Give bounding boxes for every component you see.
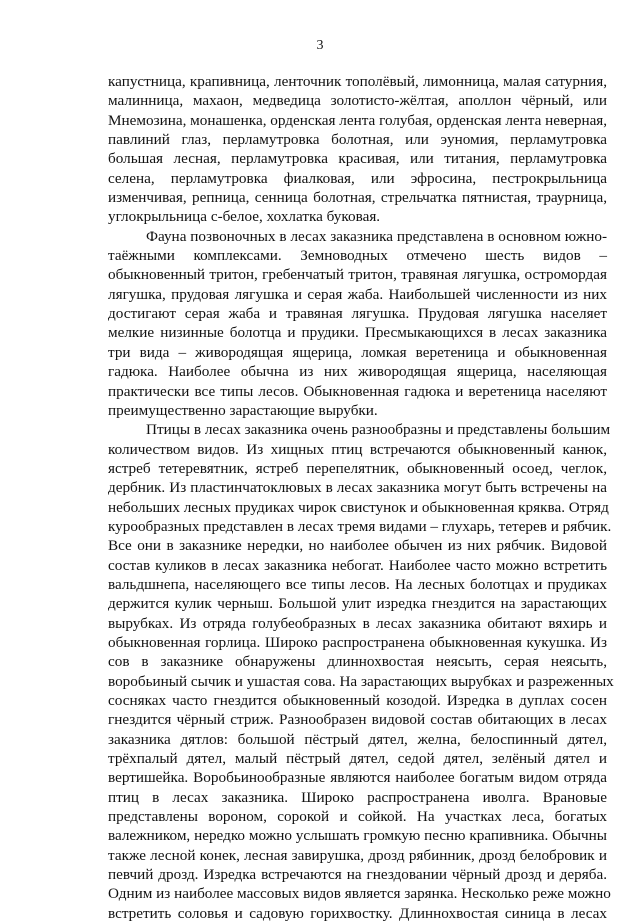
text-line: преимущественно зарастающие вырубки.: [108, 401, 378, 419]
text-line: трёхпалый дятел, малый пёстрый дятел, седой дятел, зелёный дятел и: [108, 750, 607, 768]
text-line: держится кулик черныш. Большой улит изредка гнездится на зарастающих: [108, 595, 607, 613]
text-line: также лесной конек, лесная завирушка, дрозд рябинник, дрозд белобровик и: [108, 846, 607, 864]
text-line: встретить соловья и садовую горихвостку. Длиннохвостая синица в лесах: [108, 904, 607, 922]
paragraph: [108, 227, 607, 420]
text-line: заказника дятлов: большой пёстрый дятел, желна, белоспинный дятел,: [108, 730, 607, 748]
text-line: три вида – живородящая ящерица, ломкая веретеница и обыкновенная: [108, 343, 607, 361]
text-line: воробьиный сычик и ушастая сова. На зарастающих вырубках и разреженных: [108, 672, 614, 690]
paragraph: [108, 72, 607, 227]
text-line: гнездится чёрный стриж. Разнообразен видовой состав обитающих в лесах: [108, 711, 607, 729]
text-line: таёжными комплексами. Земноводных отмечено шесть видов –: [108, 247, 607, 265]
text-line: Мнемозина, монашенка, орденская лента голубая, орденская лента неверная,: [108, 111, 608, 129]
text-line: селена, перламутровка фиалковая, или эфросина, пестрокрыльница: [108, 169, 607, 187]
text-line: ястреб тетеревятник, ястреб перепелятник, обыкновенный осоед, чеглок,: [108, 459, 607, 477]
text-line: капустница, крапивница, ленточник тополёвый, лимонница, малая сатурния,: [108, 73, 607, 90]
text-line: Все они в заказнике нередки, но наиболее обычен из них рябчик. Видовой: [108, 537, 607, 555]
text-line: вырубках. Из отряда голубеобразных в лесах заказника обитают вяхирь и: [108, 614, 607, 632]
text-line: состав куликов в лесах заказника небогат. Наиболее часто можно встретить: [108, 556, 607, 574]
text-line: певчий дрозд. Изредка встречаются на гнездовании чёрный дрозд и деряба.: [108, 866, 607, 884]
text-line: дербник. Из пластинчатоклювых в лесах заказника могут быть встречены на: [108, 479, 607, 497]
text-line: лягушка, прудовая лягушка и серая жаба. Наибольшей численности из них: [108, 285, 607, 303]
text-line: Одним из наиболее массовых видов является зарянка. Несколько реже можно: [108, 885, 611, 903]
text-line: вальдшнепа, населяющего все типы лесов. На лесных болотцах и прудиках: [108, 575, 607, 593]
text-line: Фауна позвоночных в лесах заказника представлена в основном южно-: [146, 227, 607, 245]
text-line: большая лесная, перламутровка красивая, или титания, перламутровка: [108, 150, 607, 168]
text-line: достигают серая жаба и травяная лягушка. Прудовая лягушка населяет: [108, 305, 607, 323]
text-line: небольших лесных прудиках чирок свистунок и обыкновенная кряква. Отряд: [108, 498, 609, 516]
text-line: практически все типы лесов. Обыкновенная гадюка и веретеница населяют: [108, 382, 607, 400]
text-line: гадюка. Наиболее обычна из них живородящая ящерица, населяющая: [108, 363, 607, 381]
page-number: 3: [316, 38, 324, 53]
text-line: количеством видов. Из хищных птиц встречаются обыкновенный канюк,: [108, 440, 607, 458]
text-line: представлены вороном, сорокой и сойкой. На участках леса, богатых: [108, 808, 607, 826]
text-line: Птицы в лесах заказника очень разнообразны и представлены большим: [146, 421, 611, 439]
text-line: павлиний глаз, перламутровка болотная, или эуномия, перламутровка: [108, 131, 607, 149]
text-line: валежником, нередко можно услышать громкую песню крапивника. Обычны: [108, 827, 607, 845]
paragraph: [108, 420, 614, 923]
text-line: малинница, махаон, медведица золотисто-жёлтая, аполлон чёрный, или: [108, 92, 607, 110]
text-line: углокрыльница с-белое, хохлатка буковая.: [108, 208, 381, 226]
text-line: мелкие низинные болотца и прудики. Пресмыкающихся в лесах заказника: [108, 324, 607, 342]
text-line: вертишейка. Воробьинообразные являются наиболее богатым видом отряда: [108, 769, 607, 787]
text-line: птиц в лесах заказника. Широко распространена иволга. Врановые: [108, 788, 607, 806]
text-line: обыкновенный тритон, гребенчатый тритон, травяная лягушка, остромордая: [108, 266, 607, 284]
text-line: изменчивая, репница, сенница болотная, стрельчатка пятнистая, траурница,: [108, 189, 607, 207]
text-line: сов в заказнике обнаружены длиннохвостая неясыть, серая неясыть,: [108, 653, 607, 671]
text-line: сосняках часто гнездится обыкновенный козодой. Изредка в дуплах сосен: [108, 692, 607, 709]
text-line: курообразных представлен в лесах тремя видами – глухарь, тетерев и рябчик.: [108, 517, 612, 535]
text-line: обыкновенная горлица. Широко распространена обыкновенная кукушка. Из: [108, 633, 607, 651]
body-text: [108, 72, 614, 923]
